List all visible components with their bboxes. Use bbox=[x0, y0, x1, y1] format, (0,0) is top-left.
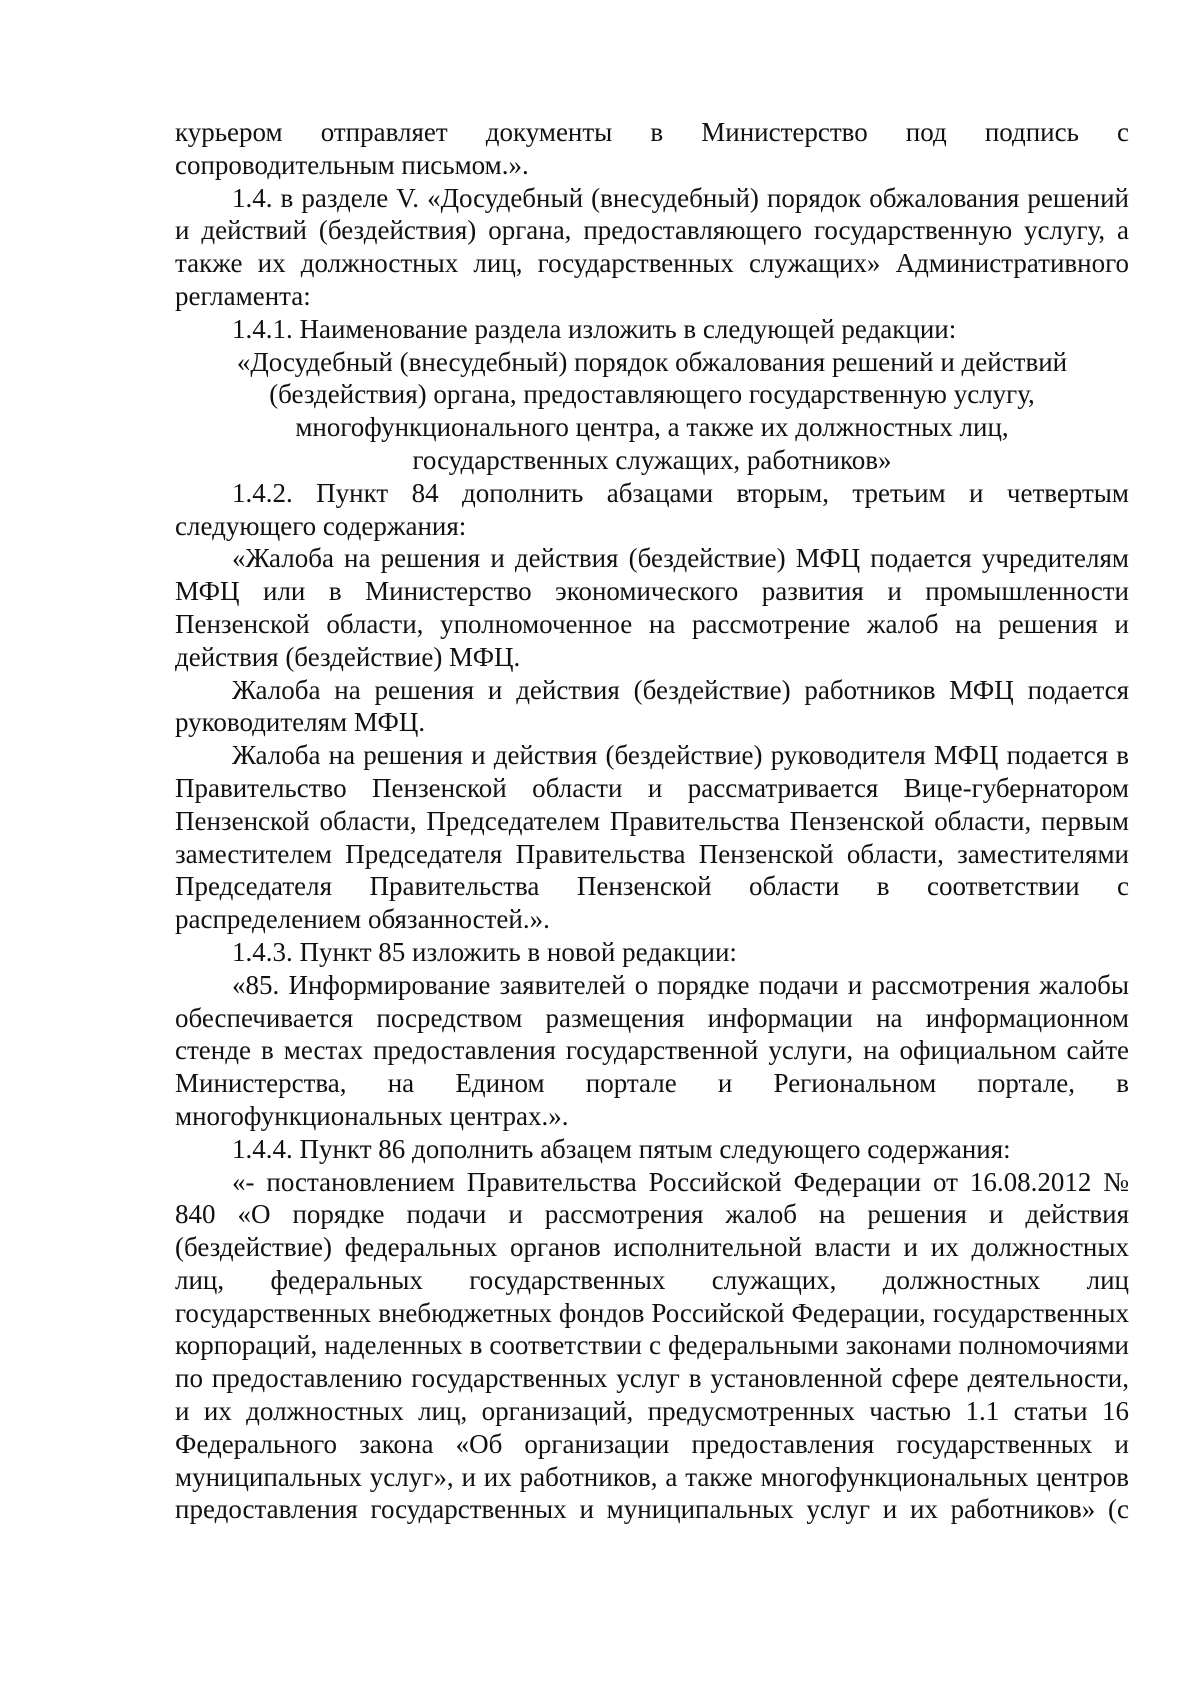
section-title-line: «Досудебный (внесудебный) порядок обжалования решений и действий bbox=[236, 346, 1068, 377]
paragraph-decree-840: «- постановлением Правительства Российской Федерации от 16.08.2012 № 840 «О порядке подачи и рассмотрения жалоб на решения и действия (бездействие) федеральных органов исполнительной власти и их должностных лиц, федеральных государственных служащих, должностных лиц государственных внебюджетных фондов Российской Федерации, государственных корпораций, наделенных в соответствии с федеральными законами полномочиями по предоставлению государственных услуг в установленной сфере деятельности, и их должностных лиц, организаций, предусмотренных частью 1.1 статьи 16 Федерального закона «Об организации предоставления государственных и муниципальных услуг», и их работников, а также многофункциональных центров предоставления государственных и муниципальных услуг и их работников» (с bbox=[175, 1166, 1129, 1525]
paragraph-1-4-1: 1.4.1. Наименование раздела изложить в следующей редакции: bbox=[232, 313, 957, 344]
section-title-line: государственных служащих, работников» bbox=[412, 444, 892, 475]
section-title-line: многофункционального центра, а также их должностных лиц, bbox=[295, 412, 1009, 443]
paragraph-1-4-2: 1.4.2. Пункт 84 дополнить абзацами вторым, третьим и четвертым следующего содержания: bbox=[175, 477, 1129, 541]
paragraph-continuation: курьером отправляет документы в Министерство под подпись с сопроводительным письмом.». bbox=[175, 117, 1129, 180]
paragraph-1-4: 1.4. в разделе V. «Досудебный (внесудебный) порядок обжалования решений и действий (бездействия) органа, предоставляющего государственную услугу, а также их должностных лиц, государственных служащих» Административного регламента: bbox=[175, 182, 1129, 311]
paragraph-complaint-head: Жалоба на решения и действия (бездействие) руководителя МФЦ подается в Правительство Пензенской области и рассматривается Вице-губернатором Пензенской области, Председателем Правительства Пензенской области, первым заместителем Председателя Правительства Пензенской области, заместителями Председателя Правительства Пензенской области в соответствии с распределением обязанностей.». bbox=[175, 740, 1129, 935]
section-title-line: (бездействия) органа, предоставляющего государственную услугу, bbox=[269, 379, 1035, 410]
paragraph-85: «85. Информирование заявителей о порядке подачи и рассмотрения жалобы обеспечивается посредством размещения информации на информационном стенде в местах предоставления государственной услуги, на официальном сайте Министерства, на Едином портале и Региональном портале, в многофункциональных центрах.». bbox=[175, 969, 1129, 1131]
section-title bbox=[175, 346, 1129, 477]
paragraph-complaint-workers: Жалоба на решения и действия (бездействие) работников МФЦ подается руководителям МФЦ. bbox=[175, 674, 1129, 738]
paragraph-1-4-3: 1.4.3. Пункт 85 изложить в новой редакции: bbox=[232, 936, 737, 967]
document-body bbox=[175, 116, 1129, 1526]
paragraph-complaint-mfc: «Жалоба на решения и действия (бездействие) МФЦ подается учредителям МФЦ или в Министерство экономического развития и промышленности Пензенской области, уполномоченное на рассмотрение жалоб на решения и действия (бездействие) МФЦ. bbox=[175, 543, 1129, 672]
paragraph-1-4-4: 1.4.4. Пункт 86 дополнить абзацем пятым следующего содержания: bbox=[232, 1133, 1011, 1164]
